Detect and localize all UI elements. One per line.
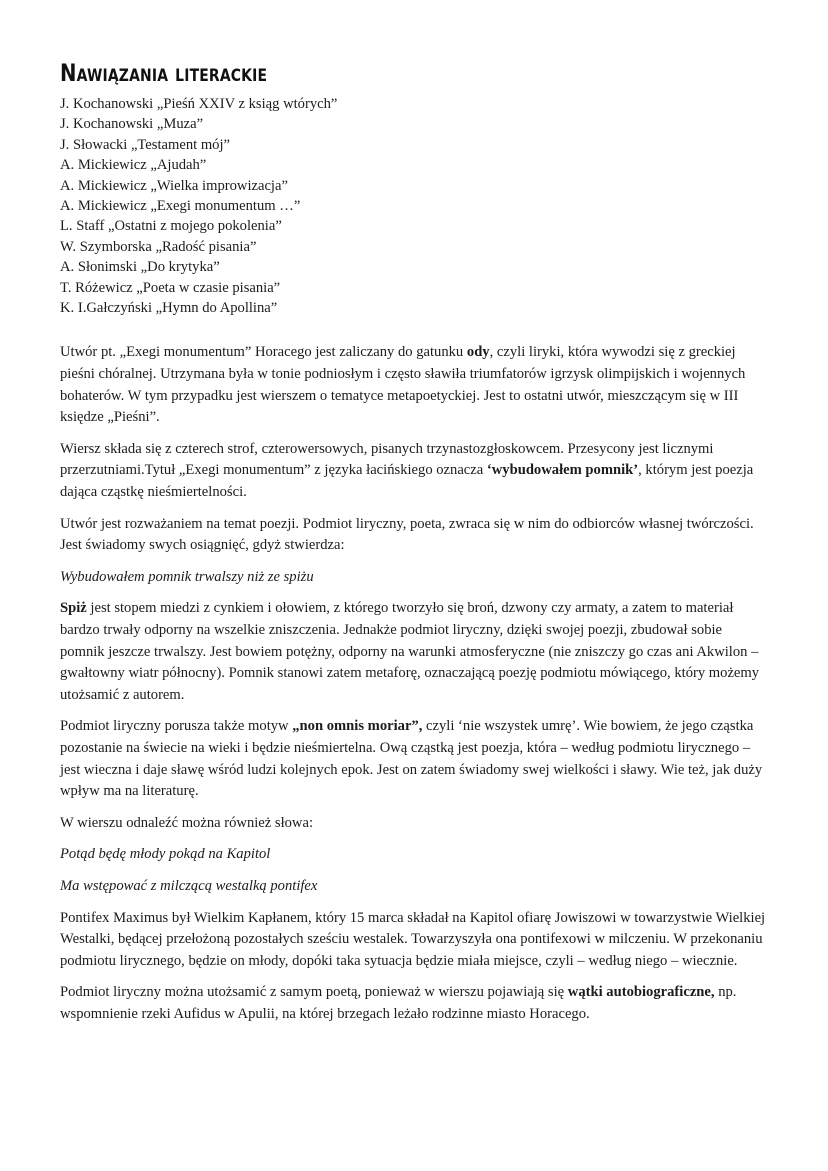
reference-item: J. Słowacki „Testament mój” <box>60 136 231 153</box>
bold-term: „non omnis moriar”, <box>292 718 423 735</box>
reference-item: A. Mickiewicz „Exegi monumentum …” <box>60 198 301 215</box>
bold-term: ‘wybudowałem pomnik’ <box>486 462 639 479</box>
reference-item: J. Kochanowski „Pieśń XXIV z ksiąg wtórych” <box>60 96 338 112</box>
reference-item: A. Słonimski „Do krytyka” <box>60 259 220 276</box>
quote-line: Wybudowałem pomnik trwalszy niż ze spiżu <box>60 568 314 585</box>
reference-item: K. I.Gałczyński „Hymn do Apollina” <box>60 300 278 317</box>
quote-line: Ma wstępować z milczącą westalką pontifex <box>60 877 318 894</box>
quote-line: Potąd będę młody pokąd na Kapitol <box>60 846 271 863</box>
paragraph-form: Wiersz składa się z czterech strof, czterowersowych, pisanych trzynastozgłoskowcem. Przesycony jest licznymi przerzutniami.Tytuł „Exegi monumentum” z języka łacińskiego oznacza ‘wybudowałem pomnik’, którym jest poezja dająca cząstkę nieśmiertelności. <box>60 440 754 501</box>
bold-term: Spiż <box>60 600 87 617</box>
paragraph-autobiography: Podmiot liryczny można utożsamić z samym poetą, ponieważ w wierszu pojawiają się wątki autobiograficzne, np. wspomnienie rzeki Aufidus w Apulii, na której brzegach leżało rodzinne miasto Horacego. <box>60 984 737 1022</box>
bold-term: ody <box>466 344 490 361</box>
literary-references-list <box>60 94 768 318</box>
paragraph-non-omnis-moriar: Podmiot liryczny porusza także motyw „non omnis moriar”, czyli ‘nie wszystek umrę’. Wie bowiem, że jego cząstka pozostanie na świecie na wieki i będzie nieśmiertelna. Ową cząstką jest poezja, która – według podmiotu lirycznego – jest wieczna i daje sławę wśród ludzi kolejnych epok. Jest on zatem świadomy swej wielkości i sławy. Wie też, jak duży wpływ ma na literaturę. <box>60 718 763 800</box>
paragraph-spiz: Spiż jest stopem miedzi z cynkiem i ołowiem, z którego tworzyło się broń, dzwony czy armaty, a zatem to materiał bardzo trwały odporny na wszelkie zniszczenia. Jednakże podmiot liryczny, dzięki swojej poezji, zbudował sobie pomnik jeszcze trwalszy. Jest bowiem potężny, odporny na warunki atmosferyczne (nie zniszczy go czas ani Akwilon – gwałtowny wiatr północny). Pomnik stanowi zatem metaforę, oznaczającą poezję podmiotu mówiącego, który możemy utożsamić z autorem. <box>60 600 760 703</box>
reference-item: W. Szymborska „Radość pisania” <box>60 238 257 255</box>
reference-item: T. Różewicz „Poeta w czasie pisania” <box>60 279 281 296</box>
paragraph-intro-words: W wierszu odnaleźć można również słowa: <box>60 814 313 831</box>
paragraph-pontifex: Pontifex Maximus był Wielkim Kapłanem, który 15 marca składał na Kapitol ofiarę Jowiszowi w towarzystwie Wielkiej Westalki, będącej przełożoną pozostałych sześciu westalek. Towarzyszyła ona pontifexowi w milczeniu. W przekonaniu podmiotu lirycznego, będzie on młody, dopóki taka sytuacja będzie miała miejsce, czyli – według niego – wiecznie. <box>60 909 766 969</box>
paragraph-genre: Utwór pt. „Exegi monumentum” Horacego jest zaliczany do gatunku ody, czyli liryki, która wywodzi się z greckiej pieśni chóralnej. Utrzymana była w tonie podniosłym i często sławiła triumfatorów igrzysk olimpijskich i wojennych bohaterów. W tym przypadku jest wierszem o tematyce metapoetyckiej. Jest to ostatni utwór, mieszczącym się w III księdze „Pieśni”. <box>60 344 746 426</box>
reference-item: J. Kochanowski „Muza” <box>60 116 204 133</box>
bold-term: wątki autobiograficzne, <box>567 984 715 1001</box>
paragraph-theme: Utwór jest rozważaniem na temat poezji. Podmiot liryczny, poeta, zwraca się w nim do odbiorców własnej twórczości. Jest świadomy swych osiągnięć, gdyż stwierdza: <box>60 515 754 554</box>
reference-item: L. Staff „Ostatni z mojego pokolenia” <box>60 218 282 235</box>
page-title: Nawiązania literackie <box>60 59 268 87</box>
reference-item: A. Mickiewicz „Wielka improwizacja” <box>60 177 288 194</box>
reference-item: A. Mickiewicz „Ajudah” <box>60 157 207 174</box>
